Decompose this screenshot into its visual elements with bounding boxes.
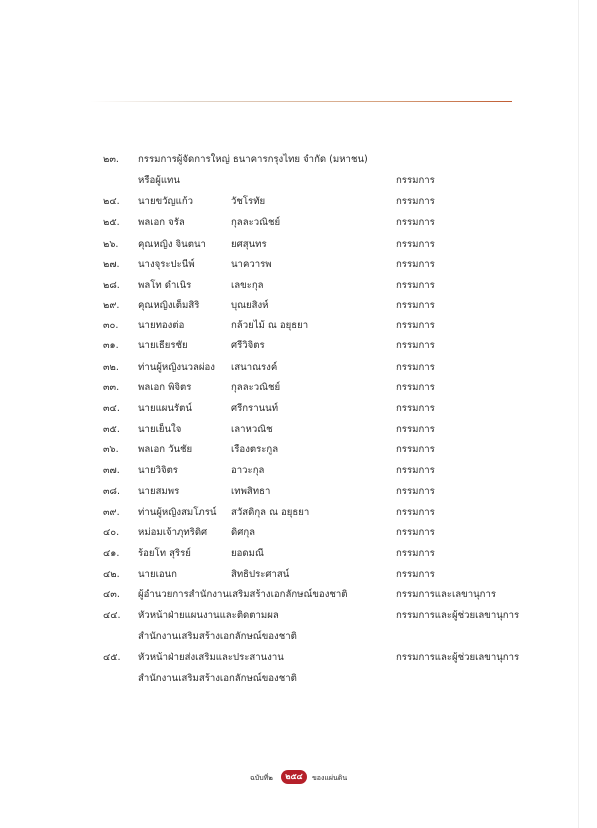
list-item bbox=[0, 566, 597, 584]
entry-number: ๓๖. bbox=[103, 444, 119, 455]
entry-last-name: กล้วยไม้ ณ อยุธยา bbox=[231, 320, 309, 331]
entry-first-name: นายเอนก bbox=[138, 569, 177, 580]
entry-role: กรรมการ bbox=[396, 548, 435, 559]
entry-number: ๓๔. bbox=[103, 403, 120, 414]
entry-first-name: หม่อมเจ้าภุทริดิศ bbox=[138, 527, 208, 538]
entry-first-name: คุณหญิง จินตนา bbox=[138, 239, 206, 250]
entry-role: กรรมการ bbox=[396, 196, 435, 207]
entry-first-name: ท่านผู้หญิงนวลผ่อง bbox=[138, 362, 215, 373]
list-item bbox=[0, 256, 597, 274]
entry-number: ๔๐. bbox=[103, 527, 120, 538]
entry-first-name: พลเอก พิจิตร bbox=[138, 382, 192, 393]
entry-role: กรรมการ bbox=[396, 486, 435, 497]
entry-role: กรรมการ bbox=[396, 507, 435, 518]
entry-number: ๓๒. bbox=[103, 362, 119, 373]
entry-first-name: นางจุระปะนีพ์ bbox=[138, 259, 195, 270]
list-item bbox=[0, 524, 597, 542]
entry-role: กรรมการ bbox=[396, 320, 435, 331]
entry-number: ๔๓. bbox=[103, 589, 120, 600]
entry-number: ๓๘. bbox=[103, 486, 121, 497]
list-item bbox=[0, 607, 597, 625]
entry-last-name: ดิศกุล bbox=[231, 527, 256, 538]
list-item bbox=[0, 359, 597, 377]
entry-title: สำนักงานเสริมสร้างเอกลักษณ์ของชาติ bbox=[138, 673, 297, 684]
list-item bbox=[0, 462, 597, 480]
entry-first-name: นายวิจิตร bbox=[138, 465, 178, 476]
list-item bbox=[0, 441, 597, 459]
entry-first-name: นายสมพร bbox=[138, 486, 180, 497]
entry-last-name: อาวะกุล bbox=[231, 465, 265, 476]
entry-last-name: ยศสุนทร bbox=[231, 239, 267, 250]
list-item bbox=[0, 172, 597, 190]
list-item bbox=[0, 400, 597, 418]
entry-first-name: พลเอก จรัล bbox=[138, 217, 185, 228]
entry-number: ๒๓. bbox=[103, 154, 119, 165]
entry-first-name: นายขวัญแก้ว bbox=[138, 196, 194, 207]
list-item bbox=[0, 421, 597, 439]
list-item bbox=[0, 483, 597, 501]
entry-title: ผู้อำนวยการสำนักงานเสริมสร้างเอกลักษณ์ของชาติ bbox=[138, 589, 348, 600]
entry-first-name: นายแผนรัตน์ bbox=[138, 403, 192, 414]
entry-last-name: เสนาณรงค์ bbox=[231, 362, 278, 373]
entry-last-name: กุลละวณิชย์ bbox=[231, 217, 281, 228]
entry-number: ๔๕. bbox=[103, 652, 121, 663]
entry-title: กรรมการผู้จัดการใหญ่ ธนาคารกรุงไทย จำกัด (มหาชน) bbox=[138, 154, 368, 165]
entry-role: กรรมการ bbox=[396, 280, 435, 291]
entry-number: ๒๗. bbox=[103, 259, 120, 270]
entry-first-name: พลโท ดำเนิร bbox=[138, 280, 192, 291]
entry-first-name: นายเย็นใจ bbox=[138, 424, 182, 435]
list-item bbox=[0, 670, 597, 688]
entry-role: กรรมการ bbox=[396, 175, 435, 186]
entry-role: กรรมการ bbox=[396, 527, 435, 538]
entry-role: กรรมการ bbox=[396, 340, 435, 351]
entry-title: สำนักงานเสริมสร้างเอกลักษณ์ของชาติ bbox=[138, 631, 297, 642]
entry-role: กรรมการ bbox=[396, 239, 435, 250]
entry-number: ๓๕. bbox=[103, 424, 120, 435]
entry-last-name: เลขะกุล bbox=[231, 280, 264, 291]
entry-last-name: นาควารพ bbox=[231, 259, 272, 270]
list-item bbox=[0, 297, 597, 315]
list-item bbox=[0, 545, 597, 563]
entry-last-name: บุณยสิงห์ bbox=[231, 300, 269, 311]
header-rule bbox=[90, 101, 512, 102]
entry-role: กรรมการ bbox=[396, 362, 435, 373]
entry-role: กรรมการและเลขานุการ bbox=[396, 589, 497, 600]
entry-first-name: พลเอก วันชัย bbox=[138, 444, 193, 455]
footer-left-text: ฉบับที่๒ bbox=[250, 774, 273, 782]
entry-role: กรรมการ bbox=[396, 444, 435, 455]
entry-number: ๔๔. bbox=[103, 610, 121, 621]
entry-number: ๓๗. bbox=[103, 465, 120, 476]
entry-number: ๓๙. bbox=[103, 507, 120, 518]
entry-last-name: ศรีวิจิตร bbox=[231, 340, 265, 351]
entry-last-name: สวัสดิกุล ณ อยุธยา bbox=[231, 507, 310, 518]
entry-role: กรรมการ bbox=[396, 259, 435, 270]
entry-first-name: ท่านผู้หญิงสมโภรน์ bbox=[138, 507, 217, 518]
entry-role: กรรมการ bbox=[396, 424, 435, 435]
page-number-badge: ๒๕๔ bbox=[281, 770, 307, 784]
entry-number: ๔๒. bbox=[103, 569, 120, 580]
list-item bbox=[0, 214, 597, 232]
entry-number: ๓๓. bbox=[103, 382, 120, 393]
entry-last-name: ยอดมณี bbox=[231, 548, 264, 559]
entry-first-name: ร้อยโท สุริรย์ bbox=[138, 548, 191, 559]
entry-number: ๒๖. bbox=[103, 239, 119, 250]
list-item bbox=[0, 586, 597, 604]
list-item bbox=[0, 337, 597, 355]
entry-role: กรรมการ bbox=[396, 465, 435, 476]
entry-title: หัวหน้าฝ่ายแผนงานและติดตามผล bbox=[138, 610, 279, 621]
list-item bbox=[0, 379, 597, 397]
list-item bbox=[0, 628, 597, 646]
entry-number: ๒๙. bbox=[103, 300, 120, 311]
list-item bbox=[0, 236, 597, 254]
footer-right-text: ของแผ่นดิน bbox=[312, 774, 348, 782]
list-item bbox=[0, 151, 597, 169]
entry-last-name: กุลละวณิชย์ bbox=[231, 382, 281, 393]
list-item bbox=[0, 504, 597, 522]
entry-number: ๒๘. bbox=[103, 280, 120, 291]
entry-last-name: สิทธิประศาสน์ bbox=[231, 569, 290, 580]
entry-number: ๓๑. bbox=[103, 340, 119, 351]
list-item bbox=[0, 193, 597, 211]
entry-last-name: เลาหวณิช bbox=[231, 424, 273, 435]
entry-first-name: คุณหญิงเต็มสิริ bbox=[138, 300, 200, 311]
entry-number: ๔๑. bbox=[103, 548, 120, 559]
entry-number: ๓๐. bbox=[103, 320, 119, 331]
entry-last-name: วัชโรทัย bbox=[231, 196, 266, 207]
page-footer bbox=[0, 768, 597, 788]
entry-role: กรรมการ bbox=[396, 569, 435, 580]
entry-first-name: หรือผู้แทน bbox=[138, 175, 180, 186]
list-item bbox=[0, 317, 597, 335]
entry-last-name: เทพสิทธา bbox=[231, 486, 271, 497]
entry-last-name: ศรีกรานนท์ bbox=[231, 403, 279, 414]
entry-role: กรรมการและผู้ช่วยเลขานุการ bbox=[396, 610, 520, 621]
entry-first-name: นายเธียรชัย bbox=[138, 340, 188, 351]
entry-number: ๒๔. bbox=[103, 196, 120, 207]
entry-title: หัวหน้าฝ่ายส่งเสริมและประสานงาน bbox=[138, 652, 284, 663]
entry-number: ๒๕. bbox=[103, 217, 120, 228]
list-item bbox=[0, 277, 597, 295]
entry-role: กรรมการ bbox=[396, 300, 435, 311]
entry-role: กรรมการ bbox=[396, 403, 435, 414]
entry-role: กรรมการ bbox=[396, 217, 435, 228]
entry-role: กรรมการและผู้ช่วยเลขานุการ bbox=[396, 652, 520, 663]
entry-last-name: เรืองตระกูล bbox=[231, 444, 279, 455]
entry-role: กรรมการ bbox=[396, 382, 435, 393]
entry-first-name: นายทองต่อ bbox=[138, 320, 185, 331]
list-item bbox=[0, 649, 597, 667]
